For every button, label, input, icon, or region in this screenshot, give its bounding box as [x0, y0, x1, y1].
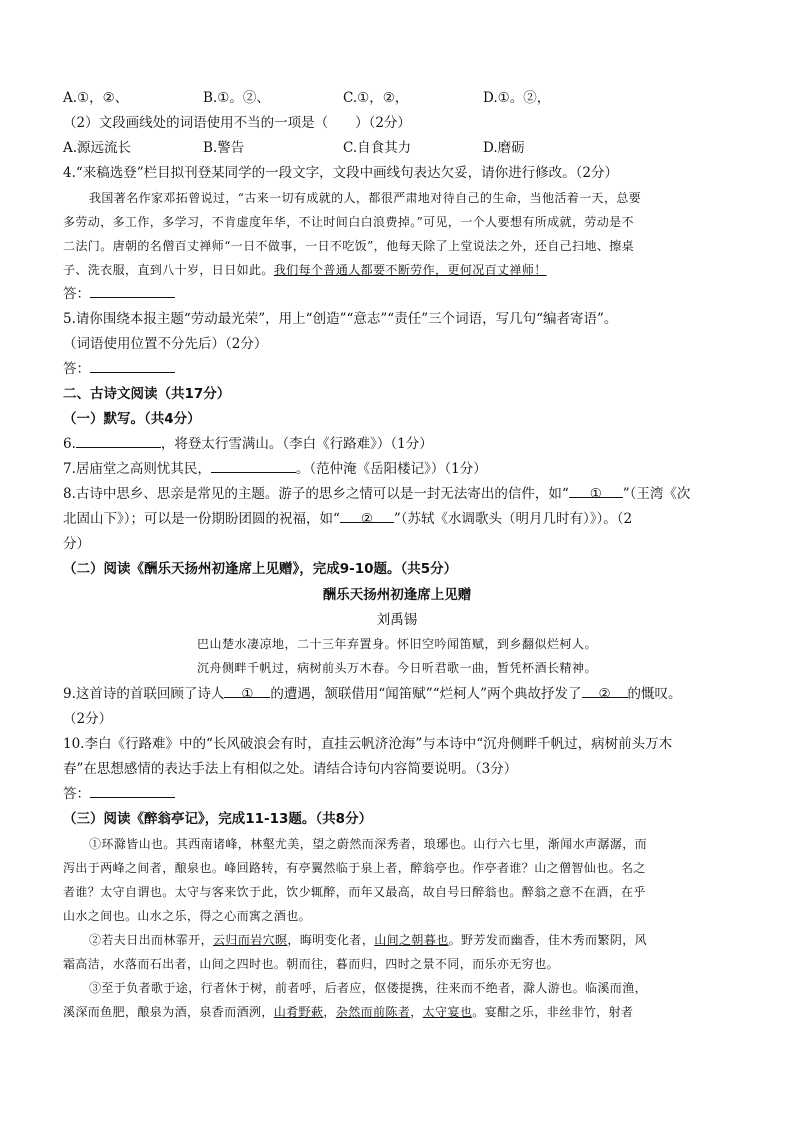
- q10-answer-row: [63, 782, 731, 807]
- q3-option-b[interactable]: B.①。②、: [203, 90, 270, 106]
- q9-blank-1[interactable]: ①: [224, 682, 270, 698]
- q4-answer-label: 答：: [63, 286, 90, 302]
- q9-line-2: （2分）: [63, 711, 113, 727]
- q3-option-c[interactable]: C.①，②，: [343, 90, 409, 106]
- q4-passage-plain: 子、洗衣服，直到八十岁，日日如此。: [63, 263, 274, 277]
- q4-answer-row: [63, 282, 731, 307]
- q3-option-a[interactable]: A.①，②、: [63, 90, 129, 106]
- poem-author: 刘禹锡: [376, 612, 418, 628]
- q9-text-b: 的遭遇，颔联借用“闻笛赋”“烂柯人”两个典故抒发了: [270, 686, 582, 702]
- q7-suffix: 。（范仲淹《岳阳楼记》）（1分）: [295, 461, 487, 477]
- q3-sub2-option-a[interactable]: A.源远流长: [63, 140, 132, 156]
- q8-text-d: ”（苏轼《水调歌头（明月几时有）》）。（2: [393, 511, 633, 527]
- section-2-heading: 二、古诗文阅读（共17分）: [63, 386, 231, 402]
- poem-title: 酬乐天扬州初逢席上见赠: [322, 587, 472, 603]
- q6-blank[interactable]: [76, 432, 161, 448]
- exam-page: [63, 86, 731, 1024]
- q4-passage-line-3: 二法门。唐朝的名僧百丈禅师“一日不做事，一日不吃饭”，他每天除了上堂说法之外，还自己扫地、擦桌: [63, 239, 635, 253]
- q8-line-1: [63, 482, 731, 507]
- q5-answer-row: [63, 357, 731, 382]
- essay-p1-line-4: 山水之间也。山水之乐，得之心而寓之酒也。: [63, 909, 312, 923]
- q5-prompt-line-2: （词语使用位置不分先后）（2分）: [63, 336, 268, 352]
- q10-line-1: 10.李白《行路难》中的“长风破浪会有时，直挂云帆济沧海”与本诗中“沉舟侧畔千帆过，病树前头万木: [63, 736, 673, 752]
- q8-text-c: 北固山下》）；可以是一份期盼团圆的祝福，如“: [63, 511, 340, 527]
- essay-p3-prefix: 溪深而鱼肥，酿泉为酒，泉香而酒洌，: [63, 1005, 274, 1019]
- q3-sub2-option-c[interactable]: C.自食其力: [343, 140, 412, 156]
- essay-p3-underline-1: 山肴野蔌: [273, 1005, 324, 1019]
- q3-option-d[interactable]: D.①。②，: [483, 90, 551, 106]
- q8-line-2: [63, 507, 731, 532]
- q5-answer-label: 答：: [63, 361, 90, 377]
- q4-answer-blank[interactable]: [90, 282, 175, 298]
- q4-passage-line-4: [63, 258, 731, 282]
- q8-text-b: ”（王湾《次: [622, 486, 691, 502]
- q5-prompt-line-1: 5.请你围绕本报主题“劳动最光荣”，用上“创造”“意志”“责任”三个词语，写几句“编者寄语”。: [63, 311, 618, 327]
- essay-p2-line-2: 霜高洁，水落而石出者，山间之四时也。朝而往，暮而归，四时之景不同，而乐亦无穷也。: [63, 957, 560, 971]
- q8-text-a: 8.古诗中思乡、思亲是常见的主题。游子的思乡之情可以是一封无法寄出的信件，如“: [63, 486, 569, 502]
- essay-p1-line-1: ①环滁皆山也。其西南诸峰，林壑尤美，望之蔚然而深秀者，琅琊也。山行六七里，渐闻水声潺潺，而: [89, 837, 648, 851]
- q4-prompt: 4.“来稿选登”栏目拟刊登某同学的一段文字，文段中画线句表达欠妥，请你进行修改。（2分）: [63, 165, 619, 181]
- q7-blank[interactable]: [211, 457, 296, 473]
- q6-suffix: ，将登太行雪满山。（李白《行路难》）（1分）: [160, 436, 433, 452]
- essay-p3-suffix: 。宴酣之乐，非丝非竹，射者: [472, 1005, 634, 1019]
- section-2-sub1-heading: （一）默写。（共4分）: [63, 411, 201, 427]
- q10-answer-blank[interactable]: [90, 782, 175, 798]
- poem-line-1: 巴山楚水凄凉地，二十三年弃置身。怀旧空吟闻笛赋，到乡翻似烂柯人。: [196, 637, 597, 651]
- essay-p2-prefix: ②若夫日出而林霏开，: [89, 933, 214, 947]
- essay-p3-underline-3: 太守宴也: [422, 1005, 473, 1019]
- q8-blank-1[interactable]: ①: [569, 482, 623, 498]
- essay-p2-underline-2: 山间之朝暮也: [374, 933, 449, 947]
- q3-options-row-1: [63, 86, 731, 111]
- essay-p1-line-3: 者谁？太守自谓也。太守与客来饮于此，饮少辄醉，而年又最高，故自号曰醉翁也。醉翁之意不在酒，在乎: [63, 885, 646, 899]
- q9-text-c: 的慨叹。: [627, 686, 682, 702]
- q4-underlined-sentence: 我们每个普通人都要不断劳作，更何况百丈禅师！: [273, 263, 547, 277]
- essay-p2-line-1: [63, 928, 731, 952]
- essay-p1-line-2: 泻出于两峰之间者，酿泉也。峰回路转，有亭翼然临于泉上者，醉翁亭也。作亭者谁？山之僧智仙也。名之: [63, 861, 646, 875]
- essay-p2-mid: ，晦明变化者，: [287, 933, 375, 947]
- q5-answer-blank[interactable]: [90, 357, 175, 373]
- poem-line-2: 沉舟侧畔千帆过，病树前头万木春。今日听君歌一曲，暂凭杯酒长精神。: [196, 661, 597, 675]
- q7-row: [63, 457, 731, 482]
- section-2-sub3-heading: （三）阅读《醉翁亭记》，完成11-13题。（共8分）: [63, 811, 373, 827]
- q9-line-1: [63, 682, 731, 707]
- q6-row: [63, 432, 731, 457]
- q6-number: 6.: [63, 436, 76, 452]
- q9-text-a: 9.这首诗的首联回顾了诗人: [63, 686, 225, 702]
- essay-p3-line-2: [63, 1000, 731, 1024]
- section-2-sub2-heading: （二）阅读《酬乐天扬州初逢席上见赠》，完成9-10题。（共5分）: [63, 561, 458, 577]
- q7-prefix: 7.居庙堂之高则忧其民，: [63, 461, 211, 477]
- essay-p2-suffix: 。野芳发而幽香，佳木秀而繁阴，风: [448, 933, 648, 947]
- q3-sub2-option-d[interactable]: D.磨砺: [483, 140, 525, 156]
- essay-p3-sep-2: ，: [410, 1005, 423, 1019]
- q3-options-row-2: [63, 136, 731, 161]
- essay-p3-line-1: ③至于负者歌于途，行者休于树，前者呼，后者应，伛偻提携，往来而不绝者，滁人游也。临溪而渔，: [89, 981, 648, 995]
- q3-sub2-option-b[interactable]: B.警告: [203, 140, 245, 156]
- essay-p2-underline-1: 云归而岩穴暝: [213, 933, 288, 947]
- q10-line-2: 春”在思想感情的表达手法上有相似之处。请结合诗句内容简要说明。（3分）: [63, 761, 518, 777]
- q4-passage-line-2: 多劳动，多工作，多学习，不肯虚度年华，不让时间白白浪费掉。”可见，一个人要想有所成就，劳动是不: [63, 215, 634, 229]
- essay-p3-sep-1: ，: [323, 1005, 336, 1019]
- q8-blank-2[interactable]: ②: [340, 507, 394, 523]
- q8-line-3: 分）: [63, 536, 90, 552]
- q4-passage-line-1: 我国著名作家邓拓曾说过，“古来一切有成就的人，都很严肃地对待自己的生命，当他活着一天，总要: [89, 191, 642, 205]
- q9-blank-2[interactable]: ②: [582, 682, 628, 698]
- q10-answer-label: 答：: [63, 786, 90, 802]
- q3-sub2-prompt: （2）文段画线处的词语使用不当的一项是（ ）（2分）: [63, 115, 411, 131]
- essay-p3-underline-2: 杂然而前陈者: [335, 1005, 411, 1019]
